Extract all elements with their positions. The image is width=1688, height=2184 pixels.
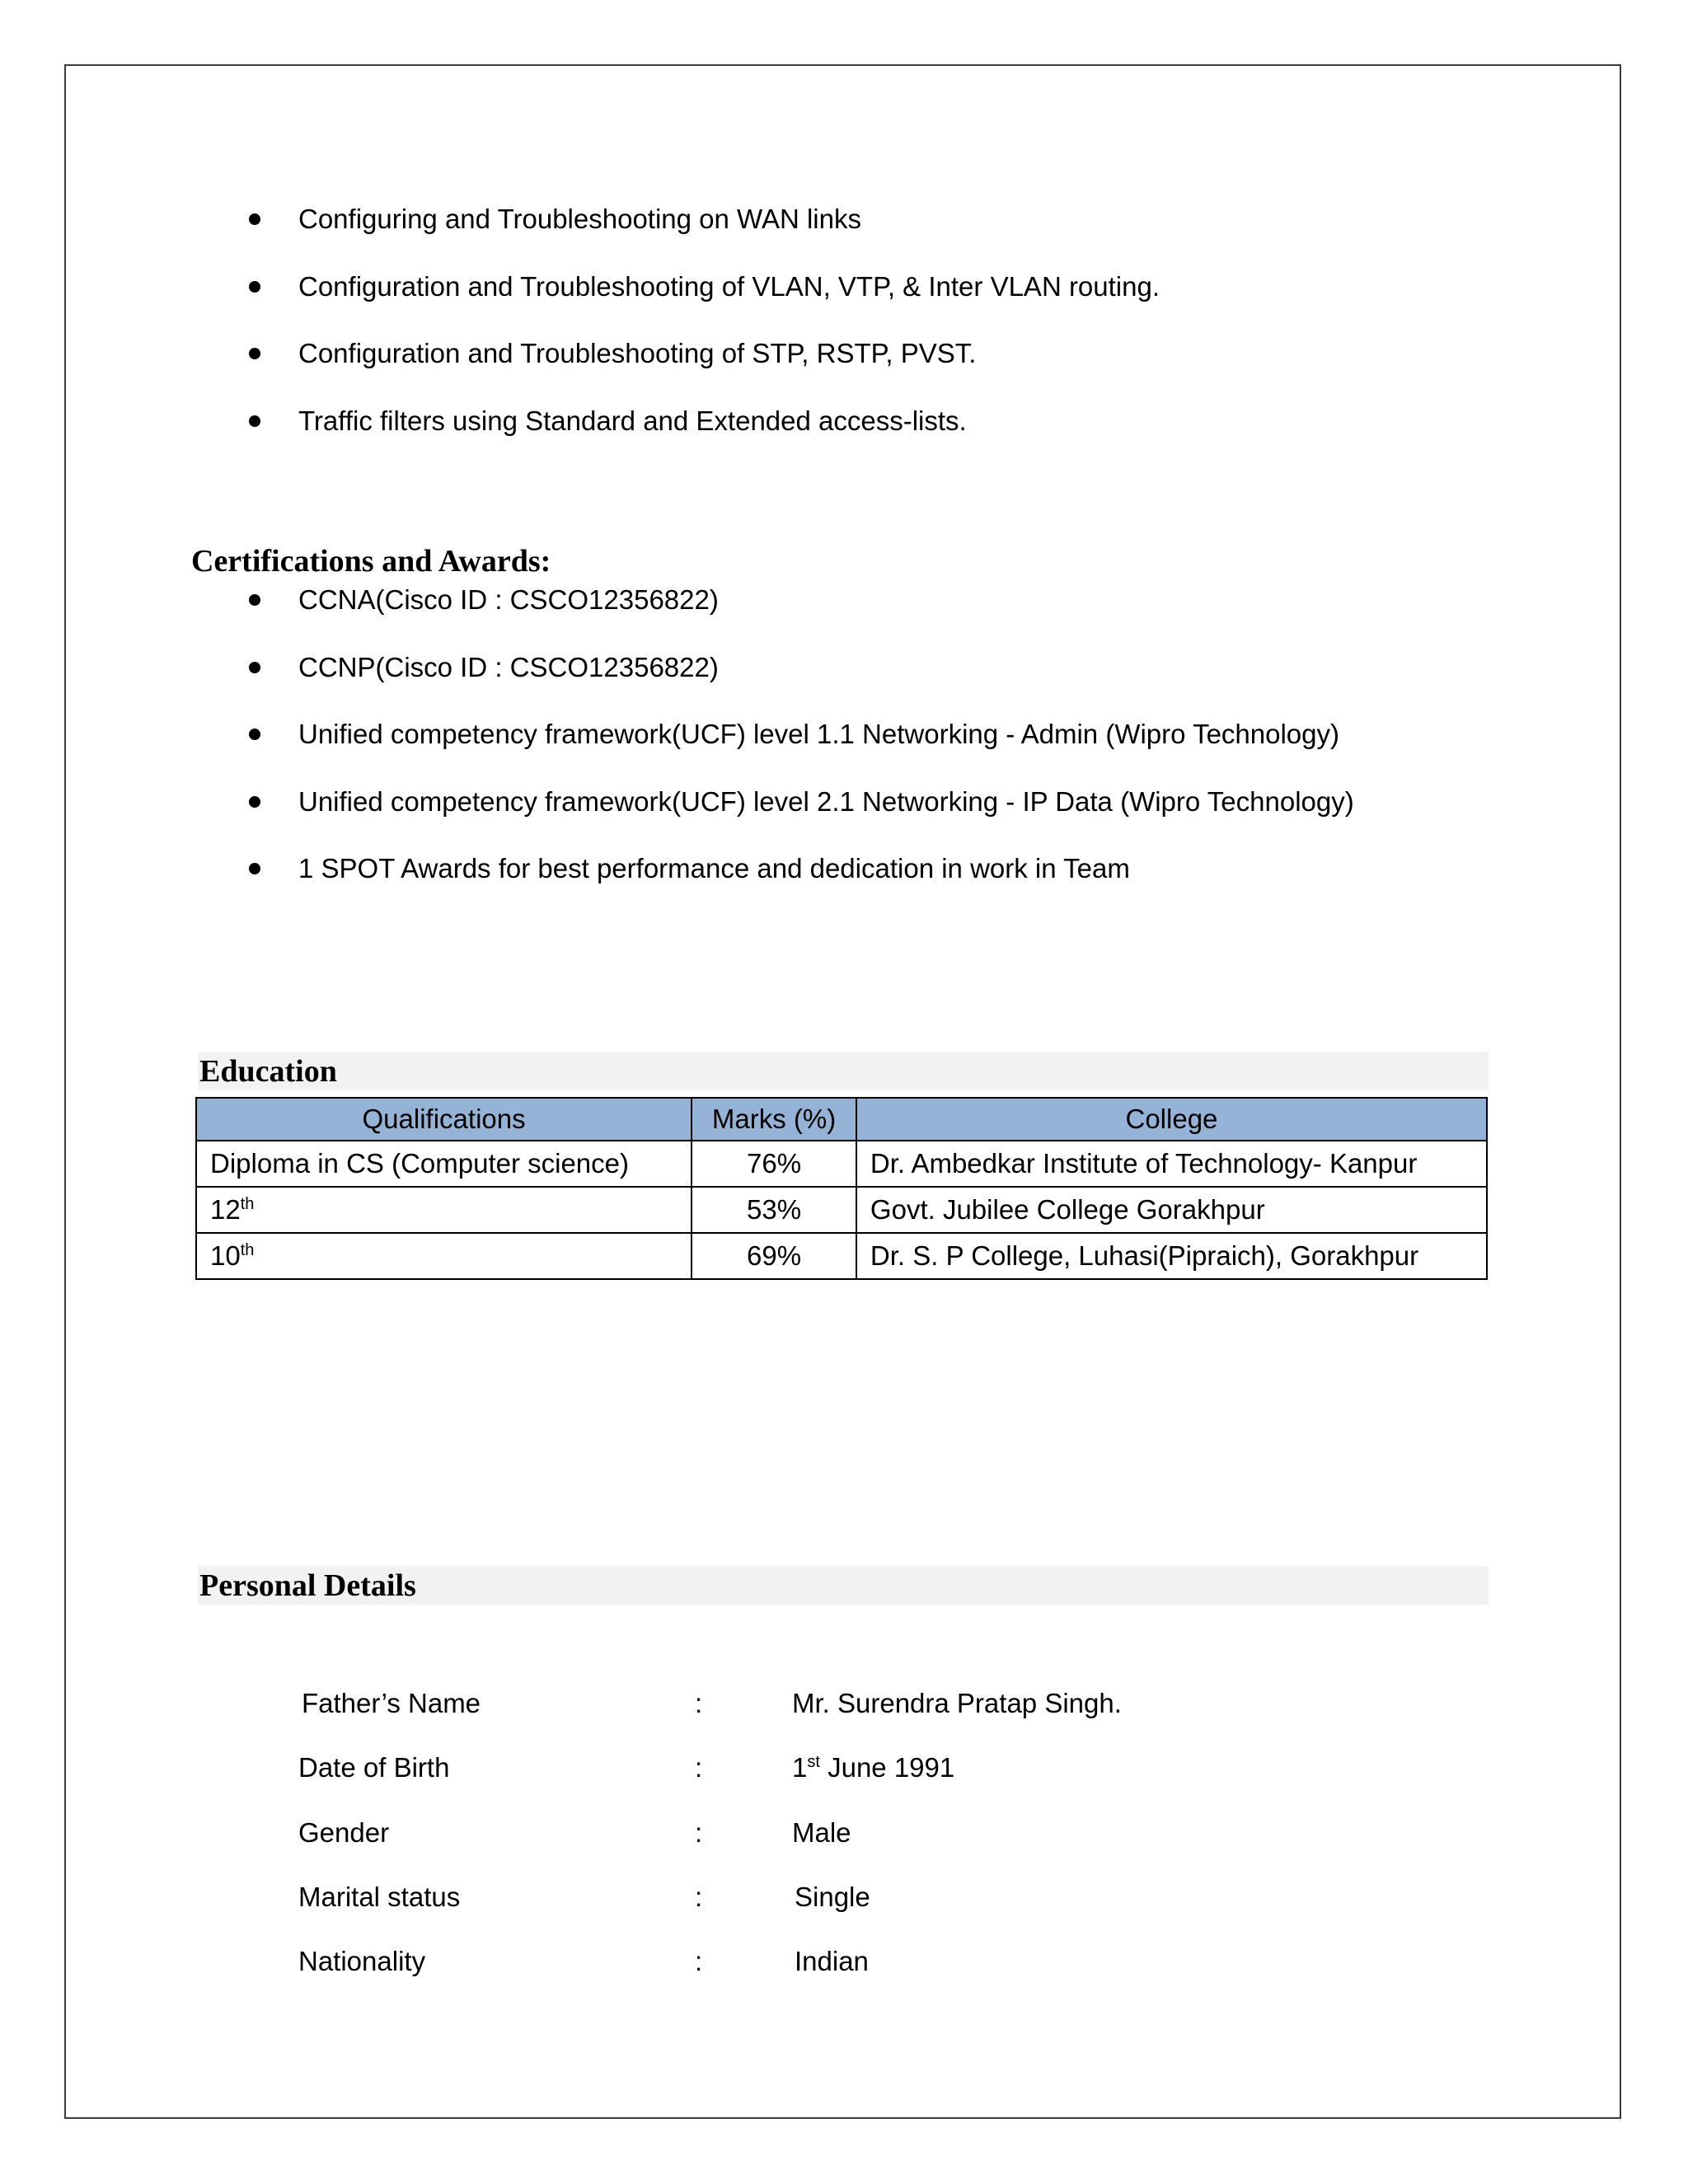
bullet-icon — [249, 348, 260, 359]
bullet-icon — [249, 863, 260, 874]
ordinal-suffix: st — [807, 1753, 820, 1771]
qualification-cell — [196, 1187, 692, 1233]
bullet-icon — [249, 281, 260, 293]
list-item — [239, 852, 1354, 920]
skills-list — [239, 203, 1160, 471]
fathers-name-value: Mr. Surendra Pratap Singh. — [792, 1688, 1122, 1718]
list-item — [239, 785, 1354, 853]
marks-cell: 53% — [692, 1187, 856, 1233]
gender-label: Gender — [298, 1817, 390, 1848]
table-row — [196, 1141, 1487, 1187]
list-item-text: Unified competency framework(UCF) level 1.1 Networking - Admin (Wipro Technology) — [298, 719, 1340, 749]
marital-status-value: Single — [795, 1882, 870, 1912]
separator: : — [695, 1752, 703, 1783]
list-item-text: Traffic filters using Standard and Extended access-lists. — [298, 405, 967, 436]
table-row — [196, 1187, 1487, 1233]
dob-month-year: June 1991 — [819, 1752, 955, 1783]
fathers-name-label: Father’s Name — [302, 1688, 481, 1718]
nationality-value: Indian — [795, 1946, 869, 1976]
bullet-icon — [249, 594, 260, 606]
date-of-birth-value — [792, 1751, 954, 1784]
separator: : — [695, 1688, 703, 1718]
marks-cell: 69% — [692, 1233, 856, 1279]
list-item — [239, 203, 1160, 270]
marks-cell: 76% — [692, 1141, 856, 1187]
list-item — [239, 583, 1354, 651]
list-item — [239, 651, 1354, 719]
education-heading: Education — [199, 1054, 337, 1089]
certifications-list — [239, 583, 1354, 920]
column-header-marks: Marks (%) — [692, 1098, 856, 1141]
list-item-text: CCNP(Cisco ID : CSCO12356822) — [298, 651, 719, 682]
marital-status-label: Marital status — [298, 1882, 461, 1912]
college-cell: Dr. S. P College, Luhasi(Pipraich), Gorakhpur — [856, 1233, 1487, 1279]
list-item-text: CCNA(Cisco ID : CSCO12356822) — [298, 584, 719, 615]
separator: : — [695, 1817, 703, 1848]
fathers-name-row — [0, 1687, 1688, 1736]
list-item-text: Configuration and Troubleshooting of STP, RSTP, PVST. — [298, 338, 977, 368]
gender-row — [0, 1816, 1688, 1866]
list-item-text: Configuration and Troubleshooting of VLAN, VTP, & Inter VLAN routing. — [298, 270, 1160, 302]
table-header-row — [196, 1098, 1487, 1141]
education-heading-band — [198, 1052, 1489, 1090]
bullet-icon — [249, 662, 260, 673]
column-header-college: College — [856, 1098, 1487, 1141]
qualification-cell — [196, 1233, 692, 1279]
list-item — [239, 337, 1160, 405]
ordinal-suffix: th — [240, 1241, 255, 1259]
bullet-icon — [249, 729, 260, 740]
list-item — [239, 718, 1354, 785]
list-item-text: Configuring and Troubleshooting on WAN links — [298, 204, 861, 234]
dob-day: 1 — [792, 1752, 808, 1783]
nationality-row — [0, 1945, 1688, 1994]
college-cell: Dr. Ambedkar Institute of Technology- Kanpur — [856, 1141, 1487, 1187]
gender-value: Male — [792, 1817, 851, 1848]
separator: : — [695, 1882, 703, 1912]
table-row — [196, 1233, 1487, 1279]
bullet-icon — [249, 796, 260, 808]
personal-details-heading: Personal Details — [199, 1568, 416, 1603]
qualification-text: 12 — [210, 1194, 241, 1225]
certifications-heading: Certifications and Awards: — [191, 544, 551, 579]
marital-status-row — [0, 1881, 1688, 1930]
column-header-qualifications: Qualifications — [196, 1098, 692, 1141]
ordinal-suffix: th — [240, 1195, 255, 1213]
qualification-text: 10 — [210, 1240, 241, 1271]
list-item — [239, 405, 1160, 472]
education-table — [195, 1097, 1488, 1280]
date-of-birth-label: Date of Birth — [298, 1752, 450, 1783]
list-item-text: Unified competency framework(UCF) level 2.1 Networking - IP Data (Wipro Technology) — [298, 785, 1354, 817]
qualification-cell — [196, 1141, 692, 1187]
bullet-icon — [249, 213, 260, 225]
list-item — [239, 270, 1160, 338]
nationality-label: Nationality — [298, 1946, 426, 1976]
separator: : — [695, 1946, 703, 1976]
list-item-text: 1 SPOT Awards for best performance and dedication in work in Team — [298, 853, 1130, 883]
qualification-text: Diploma in CS (Computer science) — [210, 1148, 630, 1179]
date-of-birth-row — [0, 1751, 1688, 1801]
bullet-icon — [249, 415, 260, 427]
college-cell: Govt. Jubilee College Gorakhpur — [856, 1187, 1487, 1233]
